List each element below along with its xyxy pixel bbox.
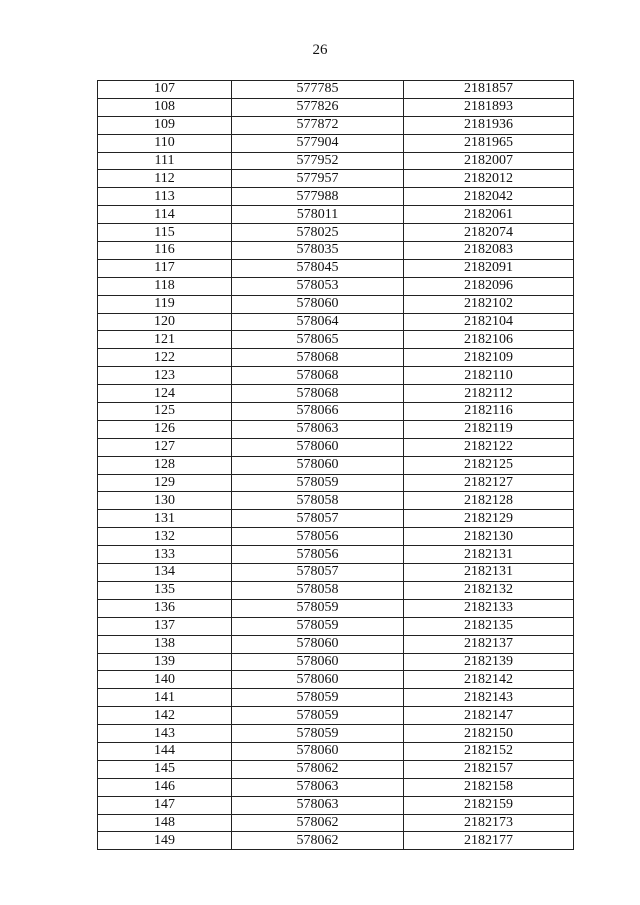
row-number-cell: 115 bbox=[98, 224, 232, 242]
table-row bbox=[98, 456, 574, 474]
row-number-cell: 109 bbox=[98, 116, 232, 134]
table-row bbox=[98, 116, 574, 134]
table-row bbox=[98, 742, 574, 760]
row-number-cell: 136 bbox=[98, 599, 232, 617]
table-cell-col3: 2182119 bbox=[404, 420, 574, 438]
row-number-cell: 144 bbox=[98, 742, 232, 760]
table-row bbox=[98, 474, 574, 492]
table-cell-col3: 2182147 bbox=[404, 707, 574, 725]
row-number-cell: 145 bbox=[98, 760, 232, 778]
row-number-cell: 149 bbox=[98, 832, 232, 850]
table-row bbox=[98, 385, 574, 403]
table-row bbox=[98, 546, 574, 564]
table-cell-col2: 578056 bbox=[232, 528, 404, 546]
table-cell-col2: 578058 bbox=[232, 492, 404, 510]
table-cell-col3: 2182125 bbox=[404, 456, 574, 474]
table-cell-col2: 578059 bbox=[232, 617, 404, 635]
row-number-cell: 124 bbox=[98, 385, 232, 403]
row-number-cell: 143 bbox=[98, 725, 232, 743]
table-cell-col3: 2182150 bbox=[404, 725, 574, 743]
row-number-cell: 117 bbox=[98, 259, 232, 277]
table-cell-col2: 577988 bbox=[232, 188, 404, 206]
table-cell-col2: 578060 bbox=[232, 295, 404, 313]
table-cell-col3: 2182128 bbox=[404, 492, 574, 510]
row-number-cell: 137 bbox=[98, 617, 232, 635]
table-row bbox=[98, 134, 574, 152]
table-row bbox=[98, 760, 574, 778]
table-cell-col3: 2182112 bbox=[404, 385, 574, 403]
table-cell-col3: 2182104 bbox=[404, 313, 574, 331]
row-number-cell: 146 bbox=[98, 778, 232, 796]
table-row bbox=[98, 259, 574, 277]
table-cell-col3: 2182007 bbox=[404, 152, 574, 170]
table-row bbox=[98, 617, 574, 635]
table-cell-col2: 578062 bbox=[232, 760, 404, 778]
table-cell-col3: 2182135 bbox=[404, 617, 574, 635]
table-cell-col2: 578063 bbox=[232, 778, 404, 796]
table-cell-col3: 2182177 bbox=[404, 832, 574, 850]
table-cell-col3: 2182158 bbox=[404, 778, 574, 796]
table-row bbox=[98, 707, 574, 725]
table-cell-col2: 578068 bbox=[232, 367, 404, 385]
table-cell-col2: 578059 bbox=[232, 707, 404, 725]
table-row bbox=[98, 188, 574, 206]
table-row bbox=[98, 420, 574, 438]
table-cell-col2: 578059 bbox=[232, 689, 404, 707]
table-cell-col2: 578060 bbox=[232, 742, 404, 760]
table-cell-col2: 577872 bbox=[232, 116, 404, 134]
table-cell-col2: 578068 bbox=[232, 349, 404, 367]
table-cell-col3: 2181857 bbox=[404, 81, 574, 99]
row-number-cell: 121 bbox=[98, 331, 232, 349]
row-number-cell: 148 bbox=[98, 814, 232, 832]
table-cell-col3: 2182152 bbox=[404, 742, 574, 760]
table-row bbox=[98, 814, 574, 832]
table-cell-col2: 577826 bbox=[232, 98, 404, 116]
row-number-cell: 112 bbox=[98, 170, 232, 188]
table-cell-col2: 578025 bbox=[232, 224, 404, 242]
table-cell-col2: 578064 bbox=[232, 313, 404, 331]
table-row bbox=[98, 492, 574, 510]
table-row bbox=[98, 152, 574, 170]
row-number-cell: 128 bbox=[98, 456, 232, 474]
row-number-cell: 127 bbox=[98, 438, 232, 456]
table-cell-col2: 578059 bbox=[232, 599, 404, 617]
table-cell-col3: 2182102 bbox=[404, 295, 574, 313]
table-row bbox=[98, 689, 574, 707]
table-cell-col3: 2182074 bbox=[404, 224, 574, 242]
table-row bbox=[98, 599, 574, 617]
table-cell-col3: 2182133 bbox=[404, 599, 574, 617]
table-cell-col3: 2182042 bbox=[404, 188, 574, 206]
table-cell-col3: 2182131 bbox=[404, 564, 574, 582]
table-cell-col3: 2181893 bbox=[404, 98, 574, 116]
row-number-cell: 120 bbox=[98, 313, 232, 331]
table-row bbox=[98, 81, 574, 99]
table-row bbox=[98, 403, 574, 421]
table-cell-col2: 578060 bbox=[232, 635, 404, 653]
table-cell-col3: 2182061 bbox=[404, 206, 574, 224]
table-cell-col2: 577952 bbox=[232, 152, 404, 170]
table-cell-col2: 578060 bbox=[232, 671, 404, 689]
table-row bbox=[98, 295, 574, 313]
row-number-cell: 116 bbox=[98, 242, 232, 260]
table-row bbox=[98, 98, 574, 116]
row-number-cell: 110 bbox=[98, 134, 232, 152]
row-number-cell: 125 bbox=[98, 403, 232, 421]
table-cell-col3: 2182131 bbox=[404, 546, 574, 564]
table-row bbox=[98, 331, 574, 349]
data-table bbox=[97, 80, 574, 850]
table-row bbox=[98, 564, 574, 582]
table-cell-col2: 577904 bbox=[232, 134, 404, 152]
table-row bbox=[98, 438, 574, 456]
table-row bbox=[98, 581, 574, 599]
table-cell-col3: 2182091 bbox=[404, 259, 574, 277]
table-cell-col2: 578053 bbox=[232, 277, 404, 295]
table-cell-col3: 2181936 bbox=[404, 116, 574, 134]
table-cell-col2: 578065 bbox=[232, 331, 404, 349]
table-cell-col3: 2182127 bbox=[404, 474, 574, 492]
table-cell-col3: 2182106 bbox=[404, 331, 574, 349]
table-cell-col2: 578059 bbox=[232, 725, 404, 743]
table-cell-col2: 578011 bbox=[232, 206, 404, 224]
table-cell-col3: 2182110 bbox=[404, 367, 574, 385]
row-number-cell: 140 bbox=[98, 671, 232, 689]
table-row bbox=[98, 206, 574, 224]
table-cell-col3: 2182130 bbox=[404, 528, 574, 546]
row-number-cell: 138 bbox=[98, 635, 232, 653]
table-cell-col3: 2182122 bbox=[404, 438, 574, 456]
row-number-cell: 130 bbox=[98, 492, 232, 510]
table-row bbox=[98, 313, 574, 331]
table-cell-col2: 578057 bbox=[232, 510, 404, 528]
table-row bbox=[98, 653, 574, 671]
table-cell-col3: 2182083 bbox=[404, 242, 574, 260]
table-cell-col2: 578060 bbox=[232, 653, 404, 671]
row-number-cell: 142 bbox=[98, 707, 232, 725]
row-number-cell: 141 bbox=[98, 689, 232, 707]
table-cell-col3: 2182116 bbox=[404, 403, 574, 421]
table-cell-col3: 2182129 bbox=[404, 510, 574, 528]
row-number-cell: 131 bbox=[98, 510, 232, 528]
row-number-cell: 133 bbox=[98, 546, 232, 564]
table-row bbox=[98, 832, 574, 850]
table-row bbox=[98, 528, 574, 546]
row-number-cell: 132 bbox=[98, 528, 232, 546]
row-number-cell: 108 bbox=[98, 98, 232, 116]
table-cell-col2: 578057 bbox=[232, 564, 404, 582]
table-cell-col3: 2182157 bbox=[404, 760, 574, 778]
row-number-cell: 122 bbox=[98, 349, 232, 367]
table-cell-col3: 2182096 bbox=[404, 277, 574, 295]
table-cell-col3: 2182159 bbox=[404, 796, 574, 814]
table-cell-col2: 578058 bbox=[232, 581, 404, 599]
table-cell-col2: 578062 bbox=[232, 832, 404, 850]
table-row bbox=[98, 277, 574, 295]
row-number-cell: 126 bbox=[98, 420, 232, 438]
table-cell-col2: 577785 bbox=[232, 81, 404, 99]
table-row bbox=[98, 349, 574, 367]
row-number-cell: 114 bbox=[98, 206, 232, 224]
table-cell-col2: 578060 bbox=[232, 438, 404, 456]
row-number-cell: 129 bbox=[98, 474, 232, 492]
table-row bbox=[98, 725, 574, 743]
table-cell-col3: 2182139 bbox=[404, 653, 574, 671]
row-number-cell: 139 bbox=[98, 653, 232, 671]
table-row bbox=[98, 242, 574, 260]
table-cell-col2: 578056 bbox=[232, 546, 404, 564]
table-row bbox=[98, 796, 574, 814]
table-cell-col2: 578063 bbox=[232, 420, 404, 438]
table-cell-col3: 2182143 bbox=[404, 689, 574, 707]
row-number-cell: 147 bbox=[98, 796, 232, 814]
row-number-cell: 134 bbox=[98, 564, 232, 582]
table-cell-col3: 2181965 bbox=[404, 134, 574, 152]
table-cell-col2: 578062 bbox=[232, 814, 404, 832]
table-row bbox=[98, 170, 574, 188]
table-row bbox=[98, 671, 574, 689]
table-cell-col2: 578035 bbox=[232, 242, 404, 260]
table-cell-col2: 578059 bbox=[232, 474, 404, 492]
table-row bbox=[98, 510, 574, 528]
table-cell-col2: 578045 bbox=[232, 259, 404, 277]
table-cell-col2: 578066 bbox=[232, 403, 404, 421]
table-cell-col2: 578068 bbox=[232, 385, 404, 403]
table-row bbox=[98, 224, 574, 242]
page-number: 26 bbox=[312, 42, 328, 58]
table-cell-col3: 2182109 bbox=[404, 349, 574, 367]
row-number-cell: 135 bbox=[98, 581, 232, 599]
row-number-cell: 119 bbox=[98, 295, 232, 313]
table-cell-col3: 2182012 bbox=[404, 170, 574, 188]
table-cell-col3: 2182173 bbox=[404, 814, 574, 832]
row-number-cell: 113 bbox=[98, 188, 232, 206]
table-cell-col2: 578060 bbox=[232, 456, 404, 474]
row-number-cell: 107 bbox=[98, 81, 232, 99]
table-body bbox=[98, 81, 574, 850]
table-cell-col2: 578063 bbox=[232, 796, 404, 814]
table-cell-col3: 2182137 bbox=[404, 635, 574, 653]
row-number-cell: 123 bbox=[98, 367, 232, 385]
table-cell-col3: 2182142 bbox=[404, 671, 574, 689]
table-cell-col2: 577957 bbox=[232, 170, 404, 188]
row-number-cell: 111 bbox=[98, 152, 232, 170]
table-cell-col3: 2182132 bbox=[404, 581, 574, 599]
row-number-cell: 118 bbox=[98, 277, 232, 295]
table-row bbox=[98, 367, 574, 385]
table-row bbox=[98, 778, 574, 796]
table-row bbox=[98, 635, 574, 653]
